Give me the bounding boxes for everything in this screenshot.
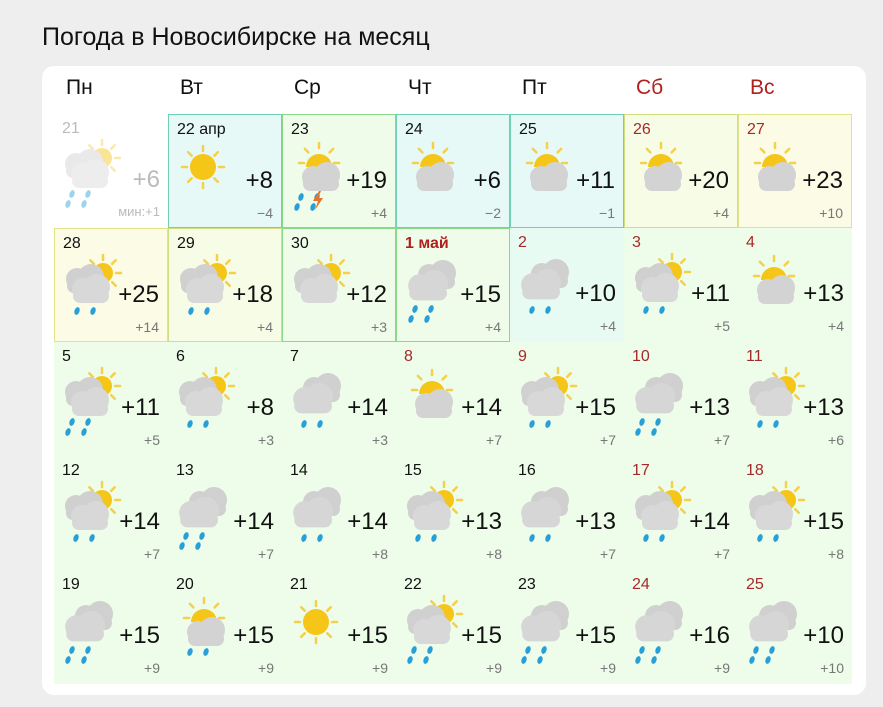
min-temp: +8: [486, 546, 502, 562]
day-date: 24: [405, 121, 423, 138]
day-cell[interactable]: [738, 228, 852, 342]
min-temp: +7: [600, 432, 616, 448]
max-temp: +14: [461, 394, 502, 421]
min-temp: +10: [819, 205, 843, 221]
day-date: 2: [518, 234, 527, 251]
min-temp: +7: [600, 546, 616, 562]
partly-cloudy-light-rain-icon: [514, 366, 584, 436]
max-temp: +20: [688, 167, 729, 194]
cloudy-rain-icon: [742, 594, 812, 664]
cloudy-light-rain-icon: [286, 480, 356, 550]
day-date: 8: [404, 348, 413, 365]
max-temp: +14: [689, 508, 730, 535]
day-date: 22 апр: [177, 121, 226, 138]
cloudy-light-rain-icon: [286, 366, 356, 436]
cloudy-rain-icon: [628, 366, 698, 436]
min-temp: +9: [372, 660, 388, 676]
max-temp: +25: [118, 281, 159, 308]
max-temp: +11: [691, 280, 730, 307]
max-temp: +15: [461, 622, 502, 649]
day-cell[interactable]: [282, 456, 396, 570]
max-temp: +13: [803, 394, 844, 421]
sun-cloud-icon: [742, 252, 812, 322]
day-cell[interactable]: [282, 570, 396, 684]
sun-cloud-icon: [401, 139, 471, 209]
day-date: 30: [291, 235, 309, 252]
day-date: 9: [518, 348, 527, 365]
max-temp: +6: [132, 166, 160, 193]
max-temp: +15: [233, 622, 274, 649]
day-date: 17: [632, 462, 650, 479]
min-temp: +9: [714, 660, 730, 676]
day-cell[interactable]: [282, 114, 396, 228]
min-temp: +7: [258, 546, 274, 562]
day-cell[interactable]: [168, 228, 282, 342]
min-temp: −4: [257, 205, 273, 221]
partly-cloudy-light-rain-icon: [58, 480, 128, 550]
min-temp: −2: [485, 205, 501, 221]
weekday-wed: Ср: [294, 76, 321, 99]
day-date: 28: [63, 235, 81, 252]
day-date: 21: [62, 120, 80, 137]
max-temp: +10: [803, 622, 844, 649]
cloudy-rain-icon: [514, 594, 584, 664]
day-date: 11: [746, 348, 763, 365]
day-cell[interactable]: [282, 342, 396, 456]
max-temp: +10: [575, 280, 616, 307]
min-temp: +4: [257, 319, 273, 335]
cloudy-rain-icon: [628, 594, 698, 664]
day-cell[interactable]: [168, 114, 282, 228]
min-temp: +8: [828, 546, 844, 562]
day-date: 18: [746, 462, 764, 479]
max-temp: +13: [575, 508, 616, 535]
day-cell[interactable]: [738, 570, 852, 684]
max-temp: +15: [347, 622, 388, 649]
day-date: 1 май: [405, 235, 449, 252]
day-cell[interactable]: [624, 456, 738, 570]
min-temp: +7: [486, 432, 502, 448]
min-temp: +9: [600, 660, 616, 676]
day-cell[interactable]: [738, 342, 852, 456]
partly-cloudy-light-rain-icon: [742, 366, 812, 436]
day-cell[interactable]: [624, 342, 738, 456]
monthly-calendar: [42, 66, 866, 695]
day-cell[interactable]: [54, 114, 168, 228]
partly-cloudy-light-rain-icon: [172, 366, 242, 436]
day-cell[interactable]: [168, 342, 282, 456]
day-cell[interactable]: [510, 342, 624, 456]
day-cell[interactable]: [54, 342, 168, 456]
sun-icon: [173, 139, 243, 209]
day-date: 20: [176, 576, 194, 593]
cloudy-rain-icon: [172, 480, 242, 550]
day-date: 12: [62, 462, 80, 479]
min-temp: +8: [372, 546, 388, 562]
min-temp: +7: [714, 546, 730, 562]
day-date: 3: [632, 234, 641, 251]
day-cell[interactable]: [624, 228, 738, 342]
min-temp: +9: [258, 660, 274, 676]
day-date: 22: [404, 576, 422, 593]
max-temp: +15: [575, 622, 616, 649]
day-date: 25: [519, 121, 537, 138]
max-temp: +11: [576, 167, 615, 194]
day-cell[interactable]: [510, 456, 624, 570]
min-temp: +3: [371, 319, 387, 335]
max-temp: +14: [233, 508, 274, 535]
min-temp: +4: [600, 318, 616, 334]
day-cell[interactable]: [168, 570, 282, 684]
day-cell[interactable]: [396, 228, 510, 342]
day-cell[interactable]: [396, 342, 510, 456]
max-temp: +12: [346, 281, 387, 308]
weekday-mon: Пн: [66, 76, 93, 99]
day-cell[interactable]: [54, 570, 168, 684]
min-temp: +6: [828, 432, 844, 448]
day-date: 24: [632, 576, 650, 593]
day-cell[interactable]: [396, 456, 510, 570]
sun-cloud-light-rain-icon: [172, 594, 242, 664]
max-temp: +15: [575, 394, 616, 421]
max-temp: +14: [119, 508, 160, 535]
sun-cloud-icon: [400, 366, 470, 436]
max-temp: +15: [119, 622, 160, 649]
cloudy-light-rain-icon: [514, 252, 584, 322]
min-temp: +9: [144, 660, 160, 676]
min-temp: мин:+1: [118, 204, 160, 219]
min-temp: +7: [144, 546, 160, 562]
day-date: 4: [746, 234, 755, 251]
day-date: 21: [290, 576, 308, 593]
min-temp: +10: [820, 660, 844, 676]
page-title: Погода в Новосибирске на месяц: [42, 22, 430, 51]
weekday-thu: Чт: [408, 76, 432, 99]
day-cell[interactable]: [282, 228, 396, 342]
day-cell[interactable]: [738, 114, 852, 228]
day-date: 27: [747, 121, 765, 138]
max-temp: +15: [460, 281, 501, 308]
day-cell[interactable]: [396, 570, 510, 684]
max-temp: +23: [802, 167, 843, 194]
day-date: 13: [176, 462, 194, 479]
partly-cloudy-rain-icon: [400, 594, 470, 664]
min-temp: +9: [486, 660, 502, 676]
max-temp: +13: [803, 280, 844, 307]
day-cell[interactable]: [624, 570, 738, 684]
cloudy-light-rain-icon: [514, 480, 584, 550]
day-cell[interactable]: [510, 570, 624, 684]
max-temp: +6: [473, 167, 501, 194]
day-date: 16: [518, 462, 536, 479]
partly-cloudy-rain-icon: [58, 138, 128, 208]
max-temp: +18: [232, 281, 273, 308]
day-cell[interactable]: [624, 114, 738, 228]
partly-cloudy-rain-icon: [58, 366, 128, 436]
max-temp: +13: [689, 394, 730, 421]
partly-cloudy-light-rain-icon: [628, 480, 698, 550]
min-temp: +3: [372, 432, 388, 448]
max-temp: +15: [803, 508, 844, 535]
min-temp: +7: [714, 432, 730, 448]
partly-cloudy-light-rain-icon: [628, 252, 698, 322]
day-date: 26: [633, 121, 651, 138]
min-temp: +14: [135, 319, 159, 335]
day-date: 29: [177, 235, 195, 252]
min-temp: +4: [485, 319, 501, 335]
day-date: 25: [746, 576, 764, 593]
cloudy-rain-icon: [58, 594, 128, 664]
min-temp: +4: [371, 205, 387, 221]
day-cell[interactable]: [396, 114, 510, 228]
day-date: 10: [632, 348, 650, 365]
min-temp: +5: [714, 318, 730, 334]
max-temp: +8: [245, 167, 273, 194]
partly-cloudy-light-rain-icon: [400, 480, 470, 550]
day-date: 6: [176, 348, 185, 365]
day-date: 7: [290, 348, 299, 365]
weekday-sun: Вс: [750, 76, 775, 99]
day-date: 5: [62, 348, 71, 365]
sun-cloud-icon: [515, 139, 585, 209]
max-temp: +19: [346, 167, 387, 194]
weekday-sat: Сб: [636, 76, 664, 99]
min-temp: −1: [599, 205, 615, 221]
sun-icon: [286, 594, 356, 664]
max-temp: +8: [246, 394, 274, 421]
day-cell[interactable]: [54, 228, 168, 342]
min-temp: +4: [713, 205, 729, 221]
max-temp: +11: [121, 394, 160, 421]
weekday-tue: Вт: [180, 76, 203, 99]
min-temp: +4: [828, 318, 844, 334]
day-date: 23: [291, 121, 309, 138]
day-cell[interactable]: [738, 456, 852, 570]
max-temp: +14: [347, 394, 388, 421]
max-temp: +13: [461, 508, 502, 535]
min-temp: +5: [144, 432, 160, 448]
day-date: 14: [290, 462, 308, 479]
max-temp: +16: [689, 622, 730, 649]
day-cell[interactable]: [510, 228, 624, 342]
day-date: 19: [62, 576, 80, 593]
day-date: 23: [518, 576, 536, 593]
min-temp: +3: [258, 432, 274, 448]
day-cell[interactable]: [510, 114, 624, 228]
day-date: 15: [404, 462, 422, 479]
partly-cloudy-light-rain-icon: [742, 480, 812, 550]
day-cell[interactable]: [54, 456, 168, 570]
max-temp: +14: [347, 508, 388, 535]
weekday-fri: Пт: [522, 76, 547, 99]
day-cell[interactable]: [168, 456, 282, 570]
